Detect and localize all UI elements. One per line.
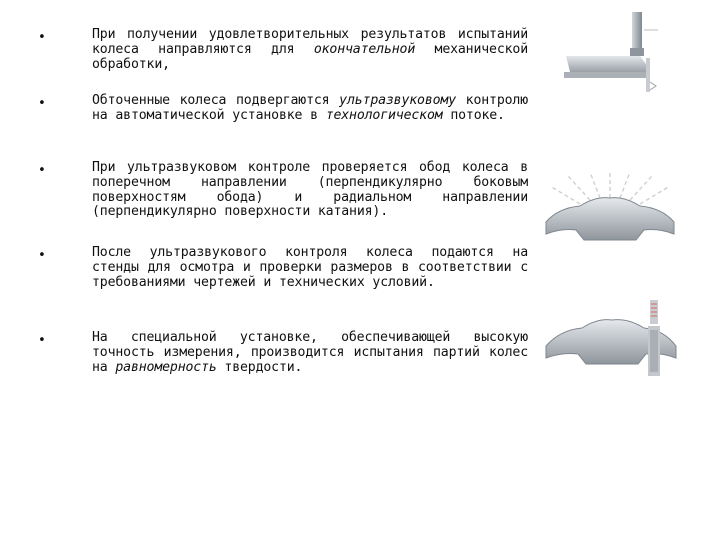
bullet-marker: • [38,248,46,263]
bullet-marker: • [38,96,46,111]
bullet-marker: • [38,30,46,45]
machining-tool-icon [560,8,670,98]
bullet-marker: • [38,333,46,348]
ultrasonic-wheel-icon [540,168,680,246]
bullet-marker: • [38,163,46,178]
bullet-text-4: После ультразвукового контроля колеса подаются на стенды для осмотра и проверки размеров в соответствии с требованиями чертежей и технических условий. [92,245,528,290]
bullet-text-1: При получении удовлетворительных результатов испытаний колеса направляются для окончательной механической обработки, [92,27,529,72]
bullet-text-5: На специальной установке, обеспечивающей высокую точность измерения, производится испытания партий колес на равномерность твердости. [92,330,528,375]
bullet-text-2: Обточенные колеса подвергаются ультразвуковому контролю на автоматической установке в технологическом потоке. [92,93,528,123]
hardness-test-icon [540,296,680,382]
bullet-text-3: При ультразвуковом контроле проверяется обод колеса в поперечном направлении (перпендикулярно боковым поверхностям обода) и радиальном направлении (перпендикулярно поверхности катания). [92,160,528,220]
